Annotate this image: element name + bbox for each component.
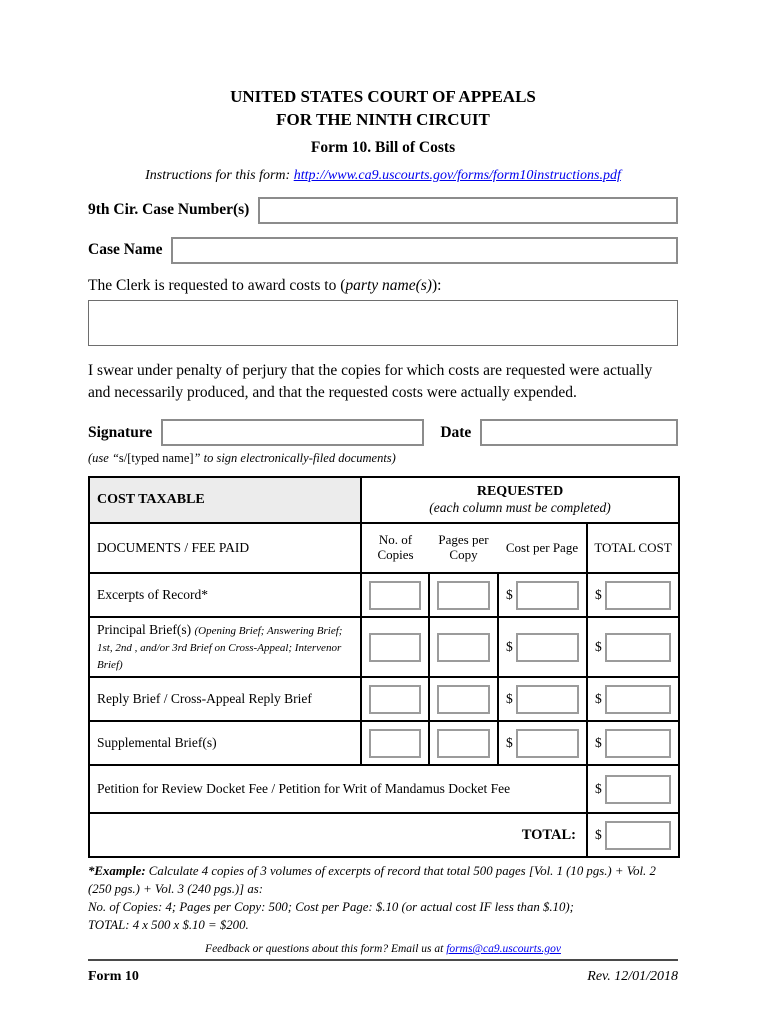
signature-label: Signature bbox=[88, 423, 153, 441]
row-label-principal-brief bbox=[89, 617, 361, 677]
case-name-input[interactable] bbox=[171, 237, 678, 264]
principal-copies-input[interactable] bbox=[369, 633, 421, 662]
table-row-principal-brief bbox=[89, 617, 679, 677]
award-costs-party-hint: party name(s) bbox=[345, 276, 432, 294]
principal-cost-per-page-input[interactable] bbox=[516, 633, 579, 662]
excerpts-total-input[interactable] bbox=[605, 581, 671, 610]
dollar-sign: $ bbox=[506, 587, 513, 603]
documents-header: DOCUMENTS / FEE PAID bbox=[89, 523, 361, 573]
reply-copies-input[interactable] bbox=[369, 685, 421, 714]
signature-hint bbox=[88, 451, 678, 466]
dollar-sign: $ bbox=[595, 735, 602, 751]
principal-pages-input[interactable] bbox=[437, 633, 490, 662]
signature-hint-code: s/[typed name] bbox=[118, 451, 194, 466]
signature-input[interactable] bbox=[161, 419, 424, 446]
footer-revision-date: Rev. 12/01/2018 bbox=[587, 969, 678, 984]
table-header-row-2 bbox=[89, 523, 679, 573]
table-row-excerpts bbox=[89, 573, 679, 617]
signature-row bbox=[88, 419, 678, 446]
table-row-total bbox=[89, 813, 679, 857]
row-label-petition: Petition for Review Docket Fee / Petition for Writ of Mandamus Docket Fee bbox=[89, 765, 587, 813]
table-row-supplemental-brief bbox=[89, 721, 679, 765]
award-costs-line bbox=[88, 277, 678, 295]
supplemental-total-input[interactable] bbox=[605, 729, 671, 758]
example-label: *Example: bbox=[88, 864, 146, 879]
example-line3: TOTAL: 4 x 500 x $.10 = $200. bbox=[88, 918, 249, 933]
example-line1 bbox=[88, 863, 678, 899]
supplemental-cost-per-page-input[interactable] bbox=[516, 729, 579, 758]
supplemental-copies-input[interactable] bbox=[369, 729, 421, 758]
case-name-label: Case Name bbox=[88, 241, 163, 259]
excerpts-pages-input[interactable] bbox=[437, 581, 490, 610]
principal-brief-note: (Opening Brief; Answering Brief; 1st, 2nd , and/or 3rd Brief on Cross-Appeal; Intervenor Brief) bbox=[97, 625, 343, 671]
date-label: Date bbox=[440, 423, 472, 441]
row-label-supplemental-brief: Supplemental Brief(s) bbox=[89, 721, 361, 765]
requested-header: REQUESTED bbox=[476, 484, 564, 500]
perjury-statement: I swear under penalty of perjury that the copies for which costs are requested were actually and necessarily produced, and that the requested costs were actually expended. bbox=[88, 361, 653, 401]
reply-total-input[interactable] bbox=[605, 685, 671, 714]
court-title bbox=[88, 86, 678, 132]
table-header-row-1 bbox=[89, 477, 679, 523]
excerpts-copies-input[interactable] bbox=[369, 581, 421, 610]
dollar-sign: $ bbox=[595, 781, 602, 797]
reply-cost-per-page-input[interactable] bbox=[516, 685, 579, 714]
example-footnote bbox=[88, 863, 678, 935]
table-row-petition bbox=[89, 765, 679, 813]
row-label-reply-brief: Reply Brief / Cross-Appeal Reply Brief bbox=[89, 677, 361, 721]
case-number-row bbox=[88, 197, 678, 224]
requested-header-cell bbox=[361, 477, 679, 523]
instructions-link[interactable]: http://www.ca9.uscourts.gov/forms/form10instructions.pdf bbox=[293, 167, 621, 183]
total-label: TOTAL: bbox=[89, 813, 587, 857]
dollar-sign: $ bbox=[595, 639, 602, 655]
principal-brief-label: Principal Brief(s) bbox=[97, 622, 195, 638]
footer-form-number: Form 10 bbox=[88, 969, 139, 984]
feedback-email-link[interactable]: forms@ca9.uscourts.gov bbox=[446, 943, 561, 955]
row-label-excerpts: Excerpts of Record* bbox=[89, 573, 361, 617]
dollar-sign: $ bbox=[595, 587, 602, 603]
signature-hint-suffix: ” to sign electronically-filed documents) bbox=[193, 451, 396, 466]
footer-row bbox=[88, 969, 678, 985]
col-header-pages-per-copy: Pages per Copy bbox=[429, 523, 498, 573]
form-title: Form 10. Bill of Costs bbox=[310, 138, 456, 156]
grand-total-input[interactable] bbox=[605, 821, 671, 850]
example-line2: No. of Copies: 4; Pages per Copy: 500; Cost per Page: $.10 (or actual cost IF less than $.10); bbox=[88, 900, 574, 915]
case-number-input[interactable] bbox=[258, 197, 678, 224]
principal-total-input[interactable] bbox=[605, 633, 671, 662]
reply-pages-input[interactable] bbox=[437, 685, 490, 714]
dollar-sign: $ bbox=[506, 735, 513, 751]
col-header-total-cost: TOTAL COST bbox=[587, 523, 679, 573]
footer-divider bbox=[88, 959, 678, 961]
signature-hint-prefix: (use “ bbox=[88, 451, 119, 466]
feedback-line bbox=[88, 943, 678, 955]
instructions-label: Instructions for this form: bbox=[145, 167, 294, 183]
dollar-sign: $ bbox=[506, 639, 513, 655]
court-title-line1: UNITED STATES COURT OF APPEALS bbox=[230, 87, 536, 106]
supplemental-pages-input[interactable] bbox=[437, 729, 490, 758]
example-text: Calculate 4 copies of 3 volumes of excerpts of record that total 500 pages [Vol. 1 (10 pgs.) + Vol. 2 (250 pgs.) + Vol. 3 (240 pgs.)] as: bbox=[88, 864, 656, 897]
cost-taxable-header: COST TAXABLE bbox=[89, 477, 361, 523]
dollar-sign: $ bbox=[595, 691, 602, 707]
court-title-line2: FOR THE NINTH CIRCUIT bbox=[276, 109, 490, 129]
party-names-input[interactable] bbox=[88, 300, 678, 346]
col-header-cost-per-page: Cost per Page bbox=[498, 523, 587, 573]
feedback-text: Feedback or questions about this form? Email us at bbox=[205, 943, 447, 955]
excerpts-cost-per-page-input[interactable] bbox=[516, 581, 579, 610]
cost-table bbox=[88, 476, 680, 858]
table-row-reply-brief bbox=[89, 677, 679, 721]
requested-note: (each column must be completed) bbox=[429, 500, 611, 516]
award-costs-prefix: The Clerk is requested to award costs to ( bbox=[88, 276, 346, 294]
dollar-sign: $ bbox=[595, 827, 602, 843]
case-number-label: 9th Cir. Case Number(s) bbox=[88, 201, 250, 219]
dollar-sign: $ bbox=[506, 691, 513, 707]
col-header-no-of-copies: No. of Copies bbox=[361, 523, 429, 573]
instructions-line bbox=[88, 168, 678, 184]
award-costs-suffix: ): bbox=[431, 276, 442, 294]
case-name-row bbox=[88, 237, 678, 264]
petition-total-input[interactable] bbox=[605, 775, 671, 804]
date-input[interactable] bbox=[480, 419, 678, 446]
